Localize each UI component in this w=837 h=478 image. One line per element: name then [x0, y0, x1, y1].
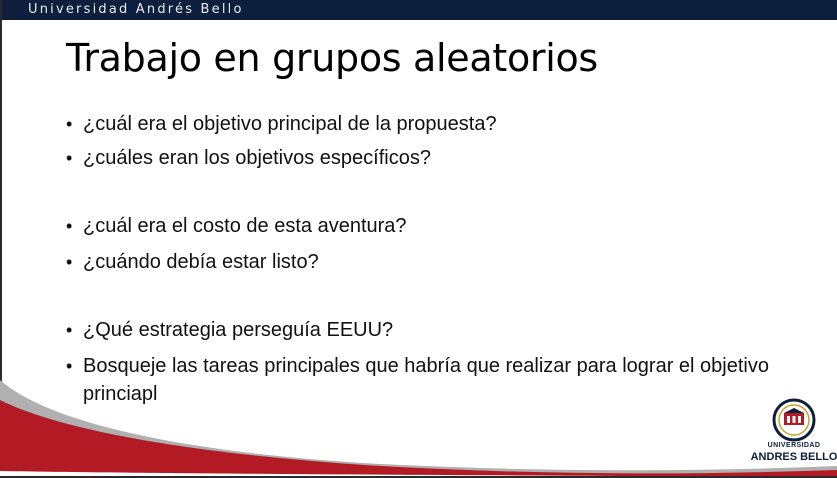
bullet-dot: •	[66, 216, 73, 236]
bullet-text: ¿cuáles eran los objetivos específicos?	[83, 147, 431, 169]
bullet-dot: •	[66, 252, 73, 272]
bullet-dot: •	[66, 148, 73, 168]
bullet-text: ¿cuál era el objetivo principal de la propuesta?	[83, 113, 497, 135]
bullet-item	[66, 212, 803, 240]
bullet-dot: •	[66, 356, 73, 376]
bullet-text: ¿Qué estrategia perseguía EEUU?	[83, 319, 394, 341]
header-university-name: Universidad Andrés Bello	[28, 2, 244, 17]
header-bar	[2, 0, 837, 20]
bullet-text: Bosqueje las tareas principales que habría que realizar para lograr el objetivo princiapl	[83, 355, 769, 405]
logo-text-line1: UNIVERSIDAD	[767, 442, 821, 449]
logo-text-line2: ANDRES BELLO	[750, 451, 837, 463]
bullet-item	[66, 248, 803, 276]
bullet-text: ¿cuándo debía estar listo?	[83, 251, 319, 273]
university-logo	[750, 398, 837, 468]
bullet-item	[66, 144, 803, 172]
decorative-swoosh	[0, 380, 837, 478]
slide-title: Trabajo en grupos aleatorios	[66, 36, 598, 80]
bullet-dot: •	[66, 114, 73, 134]
bullet-item	[66, 316, 803, 344]
bullet-item	[66, 110, 803, 138]
bullet-dot: •	[66, 320, 73, 340]
bullet-text: ¿cuál era el costo de esta aventura?	[83, 215, 407, 237]
logo-seal-icon	[754, 398, 834, 442]
